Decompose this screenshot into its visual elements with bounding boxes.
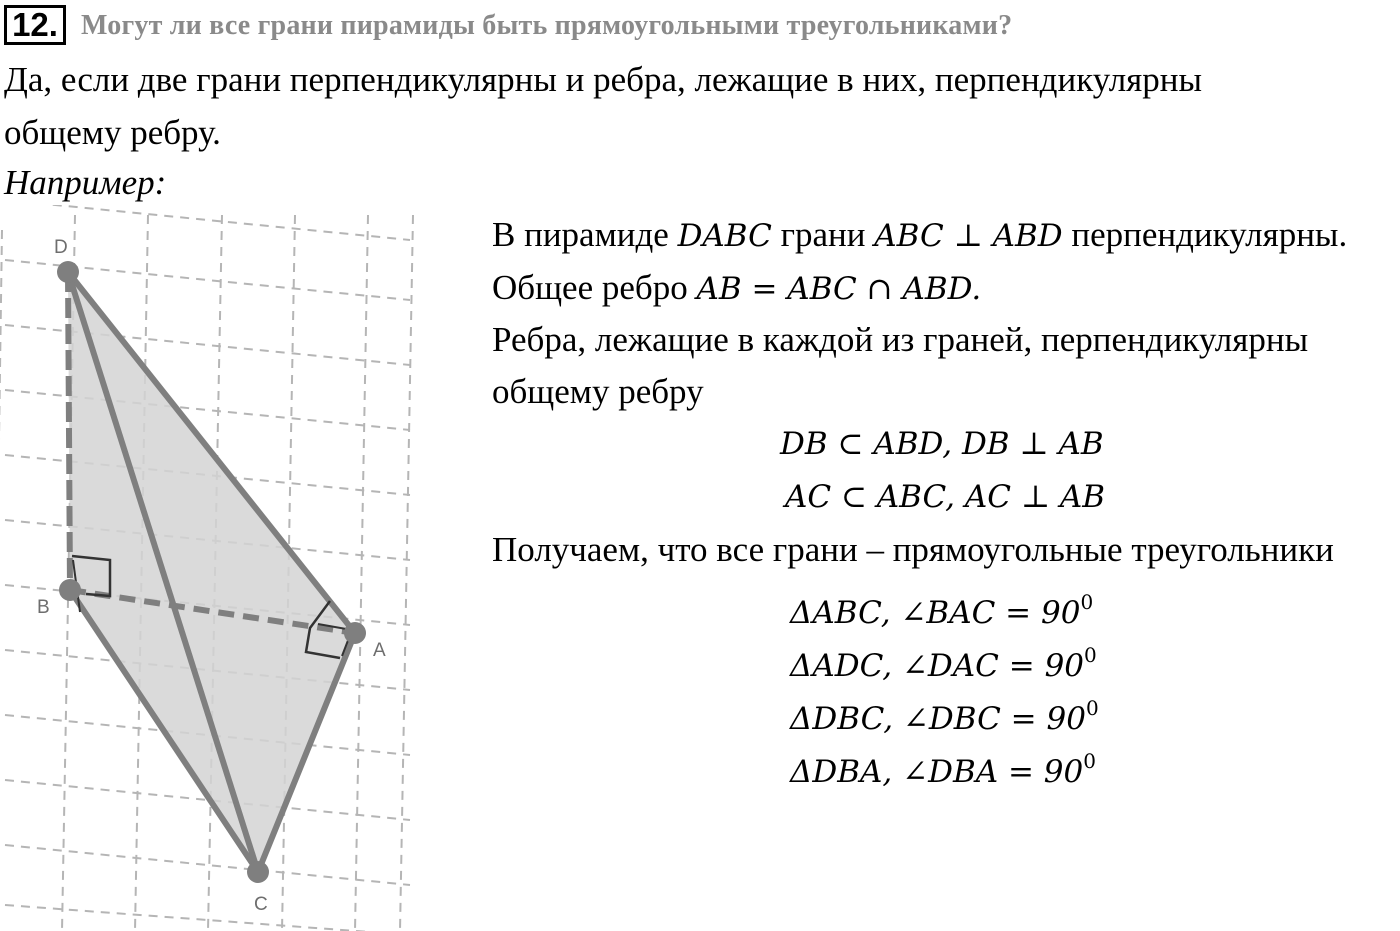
problem-number: 12. [4,5,66,45]
formula-text: ΔDBC, ∠DBC = 90 [790,701,1086,737]
degree-sup: 0 [1080,590,1094,614]
text: Общее ребро [492,268,697,307]
math-faces: ABC ⊥ ABD [874,218,1063,254]
vertex-a [344,622,366,644]
explanation-line-2 [492,268,981,309]
vertex-b [59,579,81,601]
text: грани [771,215,875,254]
explanation-line-3: Ребра, лежащие в каждой из граней, перпендикулярны [492,320,1309,359]
triangle-formula [790,741,1096,792]
label-c: C [254,894,268,915]
triangle-formula [790,688,1099,739]
degree-sup: 0 [1084,643,1097,667]
label-a: A [373,640,386,661]
explanation-line-4: общему ребру [492,372,704,411]
explanation-line-5: Получаем, что все грани – прямоугольные треугольники [492,530,1334,569]
vertex-d [57,261,79,283]
answer-line-2: общему ребру. [4,113,221,152]
label-d: D [54,237,68,258]
vertex-c [247,861,269,883]
answer-line-1: Да, если две грани перпендикулярны и ребра, лежащие в них, перпендикулярны [4,60,1202,99]
degree-sup: 0 [1083,749,1096,773]
pyramid-figure [0,205,470,931]
math-pyramid: DABC [677,218,772,254]
formula-ac: AC ⊂ ABC, AC ⊥ AB [785,479,1105,515]
problem-question: Могут ли все грани пирамиды быть прямоугольными треугольниками? [81,10,1013,41]
math-common-edge: AB = ABC ∩ ABD. [696,271,982,307]
example-label: Например: [4,163,167,202]
triangle-formula [790,635,1097,686]
text: В пирамиде [492,215,678,254]
formula-db: DB ⊂ ABD, DB ⊥ AB [780,426,1104,462]
degree-sup: 0 [1085,696,1099,720]
text: перпендикулярны. [1062,215,1348,254]
explanation-line-1 [492,215,1347,256]
formula-text: ΔABC, ∠BAC = 90 [790,595,1081,631]
formula-text: ΔDBA, ∠DBA = 90 [790,754,1084,790]
triangle-formula [790,582,1093,633]
label-b: B [37,597,50,618]
formula-text: ΔADC, ∠DAC = 90 [790,648,1085,684]
